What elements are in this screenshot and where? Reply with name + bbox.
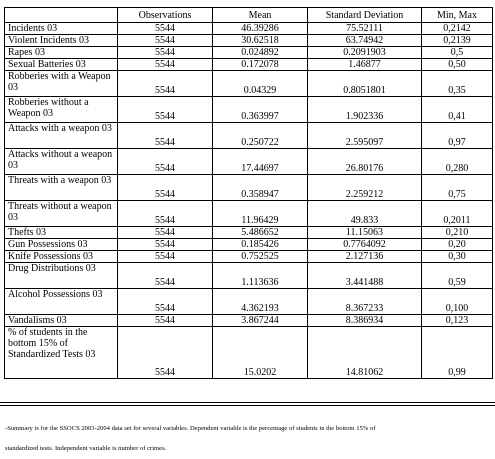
min-max-cell: 0,123 <box>422 315 493 327</box>
standard-deviation-cell: 75.52111 <box>308 23 422 35</box>
standard-deviation-cell: 8.367233 <box>308 289 422 315</box>
variable-name-cell: Attacks without a weapon 03 <box>5 149 118 175</box>
min-max-cell: 0,41 <box>422 97 493 123</box>
table-bottom-rule <box>0 402 495 403</box>
observations-cell: 5544 <box>118 175 213 201</box>
observations-cell: 5544 <box>118 227 213 239</box>
mean-cell: 1.113636 <box>213 263 308 289</box>
table-row <box>5 251 493 263</box>
observations-cell: 5544 <box>118 201 213 227</box>
mean-cell: 0.04329 <box>213 71 308 97</box>
min-max-cell: 0,35 <box>422 71 493 97</box>
observations-cell: 5544 <box>118 315 213 327</box>
standard-deviation-cell: 0.2091903 <box>308 47 422 59</box>
mean-cell: 17.44697 <box>213 149 308 175</box>
observations-cell: 5544 <box>118 149 213 175</box>
table-row <box>5 263 493 289</box>
table-row <box>5 71 493 97</box>
standard-deviation-cell: 63.74942 <box>308 35 422 47</box>
header-row <box>5 8 493 23</box>
table-bottom-double-rule <box>0 405 495 406</box>
header-standard-deviation: Standard Deviation <box>308 8 422 23</box>
standard-deviation-cell: 11.15063 <box>308 227 422 239</box>
min-max-cell: 0,2139 <box>422 35 493 47</box>
observations-cell: 5544 <box>118 239 213 251</box>
standard-deviation-cell: 49.833 <box>308 201 422 227</box>
variable-name-cell: Thefts 03 <box>5 227 118 239</box>
observations-cell: 5544 <box>118 97 213 123</box>
standard-deviation-cell: 0.8051801 <box>308 71 422 97</box>
variable-name-cell: Robberies without a Weapon 03 <box>5 97 118 123</box>
mean-cell: 0.752525 <box>213 251 308 263</box>
min-max-cell: 0,280 <box>422 149 493 175</box>
min-max-cell: 0,100 <box>422 289 493 315</box>
mean-cell: 4.362193 <box>213 289 308 315</box>
table-row <box>5 35 493 47</box>
mean-cell: 30.62518 <box>213 35 308 47</box>
variable-name-cell: Alcohol Possessions 03 <box>5 289 118 315</box>
observations-cell: 5544 <box>118 47 213 59</box>
min-max-cell: 0,20 <box>422 239 493 251</box>
min-max-cell: 0,5 <box>422 47 493 59</box>
note-line-1: -Summary is for the SSOCS 2003-2004 data set for several variables. Dependent variable is the percentage of students in the bottom 15% of <box>5 425 376 432</box>
min-max-cell: 0,30 <box>422 251 493 263</box>
standard-deviation-cell: 2.259212 <box>308 175 422 201</box>
mean-cell: 15.0202 <box>213 327 308 379</box>
observations-cell: 5544 <box>118 251 213 263</box>
standard-deviation-cell: 2.127136 <box>308 251 422 263</box>
min-max-cell: 0,2011 <box>422 201 493 227</box>
standard-deviation-cell: 3.441488 <box>308 263 422 289</box>
variable-name-cell: Sexual Batteries 03 <box>5 59 118 71</box>
variable-name-cell: Rapes 03 <box>5 47 118 59</box>
mean-cell: 5.486652 <box>213 227 308 239</box>
standard-deviation-cell: 0.7764092 <box>308 239 422 251</box>
table-row <box>5 327 493 379</box>
standard-deviation-cell: 14.81062 <box>308 327 422 379</box>
summary-statistics-table <box>4 7 493 379</box>
observations-cell: 5544 <box>118 35 213 47</box>
table-row <box>5 59 493 71</box>
min-max-cell: 0,210 <box>422 227 493 239</box>
table-row <box>5 149 493 175</box>
table-row <box>5 289 493 315</box>
note-line-2: standardized tests. Independent variable is number of crimes. <box>5 445 167 452</box>
standard-deviation-cell: 1.902336 <box>308 97 422 123</box>
variable-name-cell: Drug Distributions 03 <box>5 263 118 289</box>
standard-deviation-cell: 26.80176 <box>308 149 422 175</box>
table-row <box>5 315 493 327</box>
table-row <box>5 239 493 251</box>
variable-name-cell: Knife Possessions 03 <box>5 251 118 263</box>
table-row <box>5 175 493 201</box>
table-note <box>5 419 485 459</box>
mean-cell: 11.96429 <box>213 201 308 227</box>
variable-name-cell: Threats with a weapon 03 <box>5 175 118 201</box>
mean-cell: 0.024892 <box>213 47 308 59</box>
mean-cell: 0.172078 <box>213 59 308 71</box>
table-row <box>5 23 493 35</box>
variable-name-cell: Attacks with a weapon 03 <box>5 123 118 149</box>
table-row <box>5 201 493 227</box>
min-max-cell: 0,2142 <box>422 23 493 35</box>
header-mean: Mean <box>213 8 308 23</box>
observations-cell: 5544 <box>118 23 213 35</box>
variable-name-cell: Robberies with a Weapon 03 <box>5 71 118 97</box>
variable-name-cell: % of students in the bottom 15% of Standardized Tests 03 <box>5 327 118 379</box>
variable-name-cell: Violent Incidents 03 <box>5 35 118 47</box>
min-max-cell: 0,59 <box>422 263 493 289</box>
min-max-cell: 0,75 <box>422 175 493 201</box>
observations-cell: 5544 <box>118 59 213 71</box>
header-min-max: Min, Max <box>422 8 493 23</box>
table-row <box>5 227 493 239</box>
variable-name-cell: Vandalisms 03 <box>5 315 118 327</box>
observations-cell: 5544 <box>118 71 213 97</box>
observations-cell: 5544 <box>118 123 213 149</box>
mean-cell: 0.185426 <box>213 239 308 251</box>
variable-name-cell: Gun Possessions 03 <box>5 239 118 251</box>
table-row <box>5 123 493 149</box>
observations-cell: 5544 <box>118 289 213 315</box>
variable-name-cell: Threats without a weapon 03 <box>5 201 118 227</box>
variable-name-cell: Incidents 03 <box>5 23 118 35</box>
mean-cell: 0.363997 <box>213 97 308 123</box>
table-row <box>5 97 493 123</box>
standard-deviation-cell: 1.46877 <box>308 59 422 71</box>
min-max-cell: 0,50 <box>422 59 493 71</box>
standard-deviation-cell: 2.595097 <box>308 123 422 149</box>
standard-deviation-cell: 8.386934 <box>308 315 422 327</box>
observations-cell: 5544 <box>118 263 213 289</box>
mean-cell: 3.867244 <box>213 315 308 327</box>
table-row <box>5 47 493 59</box>
min-max-cell: 0,99 <box>422 327 493 379</box>
mean-cell: 0.250722 <box>213 123 308 149</box>
observations-cell: 5544 <box>118 327 213 379</box>
header-variable <box>5 8 118 23</box>
mean-cell: 46.39286 <box>213 23 308 35</box>
header-observations: Observations <box>118 8 213 23</box>
mean-cell: 0.358947 <box>213 175 308 201</box>
min-max-cell: 0,97 <box>422 123 493 149</box>
